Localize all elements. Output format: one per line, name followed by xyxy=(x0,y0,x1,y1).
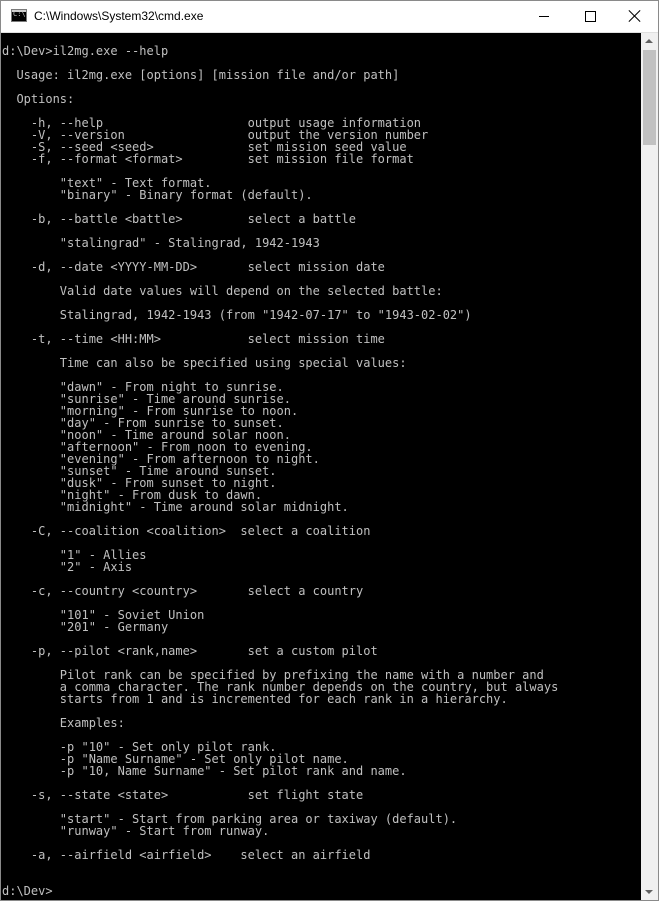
scroll-down-button[interactable] xyxy=(641,883,658,900)
close-button[interactable] xyxy=(612,1,658,32)
maximize-icon xyxy=(585,11,596,22)
console-area[interactable] xyxy=(1,33,641,900)
vertical-scrollbar[interactable] xyxy=(641,33,658,900)
chevron-down-icon xyxy=(645,890,653,894)
maximize-button[interactable] xyxy=(567,1,613,32)
minimize-icon xyxy=(539,16,549,17)
window-title: C:\Windows\System32\cmd.exe xyxy=(34,9,204,23)
close-icon xyxy=(629,10,641,22)
console-output[interactable]: d:\Dev>il2mg.exe --help Usage: il2mg.exe [options] [mission file and/or path] Options: -h, --help output usage information -V, --version output the version number -S, --seed <seed> set mission seed value -f, --format <format> set mission file format "text" - Text format. "binary" - Binary format (default). -b, --battle <battle> select a battle "stalingrad" - Stalingrad, 1942-1943 -d, --date <YYYY-MM-DD> select mission date Valid date values will depend on the selected battle: Stalingrad, 1942-1943 (from "1942-07-17" to "1943-02-02") -t, --time <HH:MM> select mission time Time can also be specified using special values: "dawn" - From night to sunrise. "sunrise" - Time around sunrise. "morning" - From sunrise to noon. "day" - From sunrise to sunset. "noon" - Time around solar noon. "afternoon" - From noon to evening. "evening" - From afternoon to night. "sunset" - Time around sunset. "dusk" - From sunset to night. "night" - From dusk to dawn. "midnight" - Time around solar midnight. -C, --coalition <coalition> select a coalition "1" - Allies "2" - Axis -c, --country <country> select a country "101" - Soviet Union "201" - Germany -p, --pilot <rank,name> set a custom pilot Pilot rank can be specified by prefixing the name with a number and a comma character. The rank number depends on the country, but always starts from 1 and is incremented for each rank in a hierarchy. Examples: -p "10" - Set only pilot rank. -p "Name Surname" - Set only pilot name. -p "10, Name Surname" - Set pilot rank and name. -s, --state <state> set flight state "start" - Start from parking area or taxiway (default). "runway" - Start from runway. -a, --airfield <airfield> select an airfield d:\Dev> xyxy=(2,44,559,898)
scroll-thumb[interactable] xyxy=(643,50,656,145)
chevron-up-icon xyxy=(645,39,653,43)
minimize-button[interactable] xyxy=(521,1,567,32)
scroll-up-button[interactable] xyxy=(641,33,658,50)
title-bar[interactable] xyxy=(1,1,658,33)
console-icon[interactable]: C:\ xyxy=(11,9,27,22)
